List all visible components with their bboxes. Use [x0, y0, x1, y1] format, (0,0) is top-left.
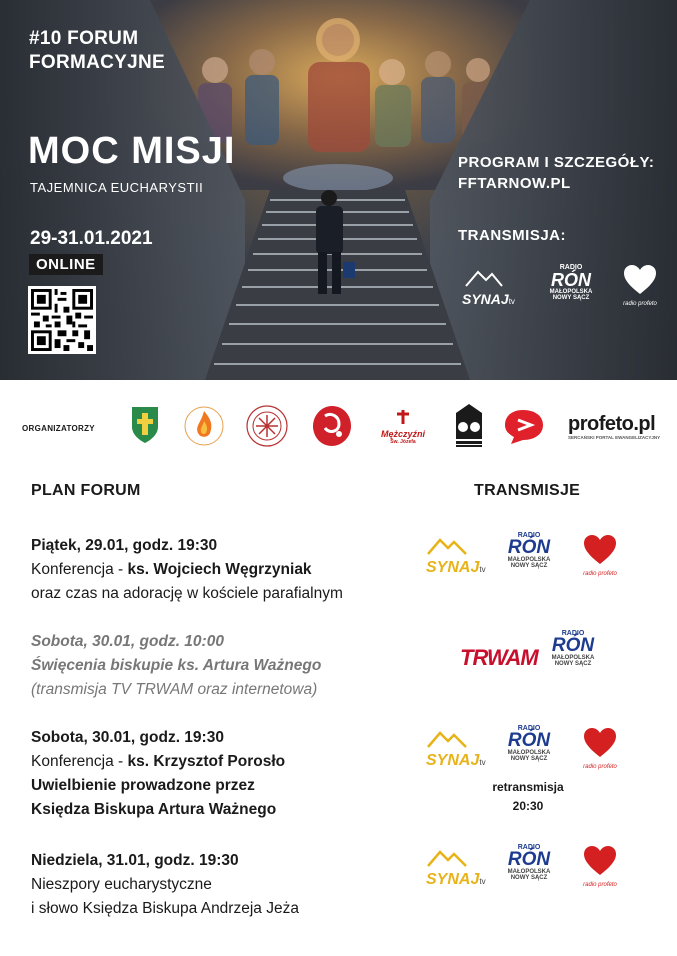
qr-code[interactable] — [28, 286, 96, 354]
flame-icon — [183, 405, 225, 447]
speech-bubble-icon — [503, 408, 545, 446]
event-line2: i słowo Księdza Biskupa Andrzeja Jeża — [31, 900, 299, 917]
ron-radio-text: RADIO — [559, 264, 583, 271]
event-line3: Księdza Biskupa Artura Ważnego — [31, 801, 277, 818]
online-badge: ONLINE — [29, 254, 103, 275]
synaj-text: SYNAJ — [462, 291, 509, 307]
event-date: Niedziela, 31.01, godz. 19:30 — [31, 852, 239, 869]
profeto-logo[interactable] — [568, 413, 664, 440]
event-subtitle: TAJEMNICA EUCHARYSTII — [30, 180, 204, 195]
ron-logo-hero[interactable] — [540, 264, 602, 320]
event-date: Sobota, 30.01, godz. 19:30 — [31, 729, 224, 746]
program-url[interactable]: FFTARNOW.PL — [458, 175, 571, 192]
synaj-logo[interactable]: SYNAJtv — [426, 537, 478, 578]
synaj-logo[interactable]: SYNAJtv — [426, 730, 478, 771]
transmisje-heading: TRANSMISJE — [474, 482, 581, 499]
flame-logo[interactable] — [183, 405, 225, 452]
event-saturday-evening — [31, 726, 411, 822]
retransmission-label: retransmisja — [492, 780, 564, 794]
red-symbol-logo[interactable] — [311, 404, 353, 453]
profeto-radio-logo[interactable]: radio profeto — [580, 845, 620, 888]
event-line2: oraz czas na adorację w kościele parafialnym — [31, 585, 343, 602]
speech-bubble-logo[interactable] — [503, 408, 545, 451]
ron-logo[interactable]: RADIO RÓN MAŁOPOLSKA NOWY SĄCZ — [551, 630, 595, 667]
transmission-label: TRANSMISJA: — [458, 227, 567, 244]
heart-icon — [583, 727, 617, 759]
forum-number: #10 FORUM — [29, 28, 139, 49]
forum-name: FORMACYJNE — [29, 52, 166, 73]
event-title: MOC MISJI — [28, 130, 236, 172]
meski-text: Mężczyźni — [380, 429, 425, 439]
heart-icon — [583, 534, 617, 566]
heart-icon — [583, 845, 617, 877]
event-sunday — [31, 849, 411, 921]
ron-logo[interactable]: RADIO RÓN MAŁOPOLSKA NOWY SĄCZ — [507, 725, 551, 762]
cross-icon — [391, 410, 415, 424]
event-line1: Święcenia biskupie ks. Artura Ważnego — [31, 657, 322, 674]
heart-icon — [623, 264, 657, 296]
program-label: PROGRAM I SZCZEGÓŁY: — [458, 154, 655, 171]
qr-code-icon — [31, 289, 93, 351]
event-line1: Nieszpory eucharystyczne — [31, 876, 212, 893]
hero-banner — [0, 0, 677, 380]
mountain-icon — [462, 268, 522, 288]
ron-logo[interactable]: RADIO RÓN MAŁOPOLSKA NOWY SĄCZ — [507, 532, 551, 569]
church-emblem-logo[interactable] — [452, 403, 486, 454]
synaj-logo-hero[interactable] — [462, 268, 522, 314]
diocese-coat-of-arms-logo[interactable] — [128, 405, 162, 450]
event-line2: (transmisja TV TRWAM oraz internetowa) — [31, 681, 318, 698]
plan-heading: PLAN FORUM — [31, 482, 141, 499]
ron-text: RÓN — [551, 270, 591, 290]
synaj-tv-text: tv — [508, 297, 515, 306]
event-line2: Uwielbienie prowadzone przez — [31, 777, 255, 794]
seal-logo[interactable] — [245, 404, 289, 453]
retransmission-time: 20:30 — [512, 799, 544, 813]
seal-icon — [245, 404, 289, 448]
meski-sub-text: Św. Józefa — [390, 439, 416, 445]
organizers-label: ORGANIZATORZY — [22, 424, 95, 433]
profeto-radio-logo[interactable]: radio profeto — [580, 727, 620, 770]
heart-sub-text: radio profeto — [623, 301, 657, 307]
ron-sub2-text: NOWY SĄCZ — [552, 295, 590, 301]
church-icon — [452, 403, 486, 449]
profeto-sub-text: SERCAŃSKI PORTAL EWANGELIZACYJNY — [568, 435, 661, 440]
profeto-text: profeto.pl — [568, 413, 656, 435]
trwam-logo[interactable]: TRWAM — [460, 645, 538, 670]
event-date: Piątek, 29.01, godz. 19:30 — [31, 537, 218, 554]
mountain-icon — [426, 849, 474, 867]
event-line1: Konferencja - ks. Krzysztof Porosło — [31, 753, 286, 770]
red-symbol-icon — [311, 404, 353, 448]
coat-of-arms-icon — [128, 405, 162, 445]
synaj-logo[interactable]: SYNAJtv — [426, 849, 478, 890]
event-line1: Konferencja - ks. Wojciech Węgrzyniak — [31, 561, 312, 578]
mountain-icon — [426, 730, 474, 748]
mountain-icon — [426, 537, 474, 555]
profeto-radio-logo[interactable]: radio profeto — [580, 534, 620, 577]
meski-logo[interactable] — [378, 410, 428, 445]
event-saturday-morning — [31, 630, 411, 702]
event-friday — [31, 534, 411, 606]
ron-logo[interactable]: RADIO RÓN MAŁOPOLSKA NOWY SĄCZ — [507, 844, 551, 881]
event-dates: 29-31.01.2021 — [30, 228, 153, 249]
profeto-radio-logo-hero[interactable] — [620, 264, 660, 320]
event-date: Sobota, 30.01, godz. 10:00 — [31, 633, 224, 650]
ron-sub1-text: MAŁOPOLSKA — [549, 289, 593, 295]
